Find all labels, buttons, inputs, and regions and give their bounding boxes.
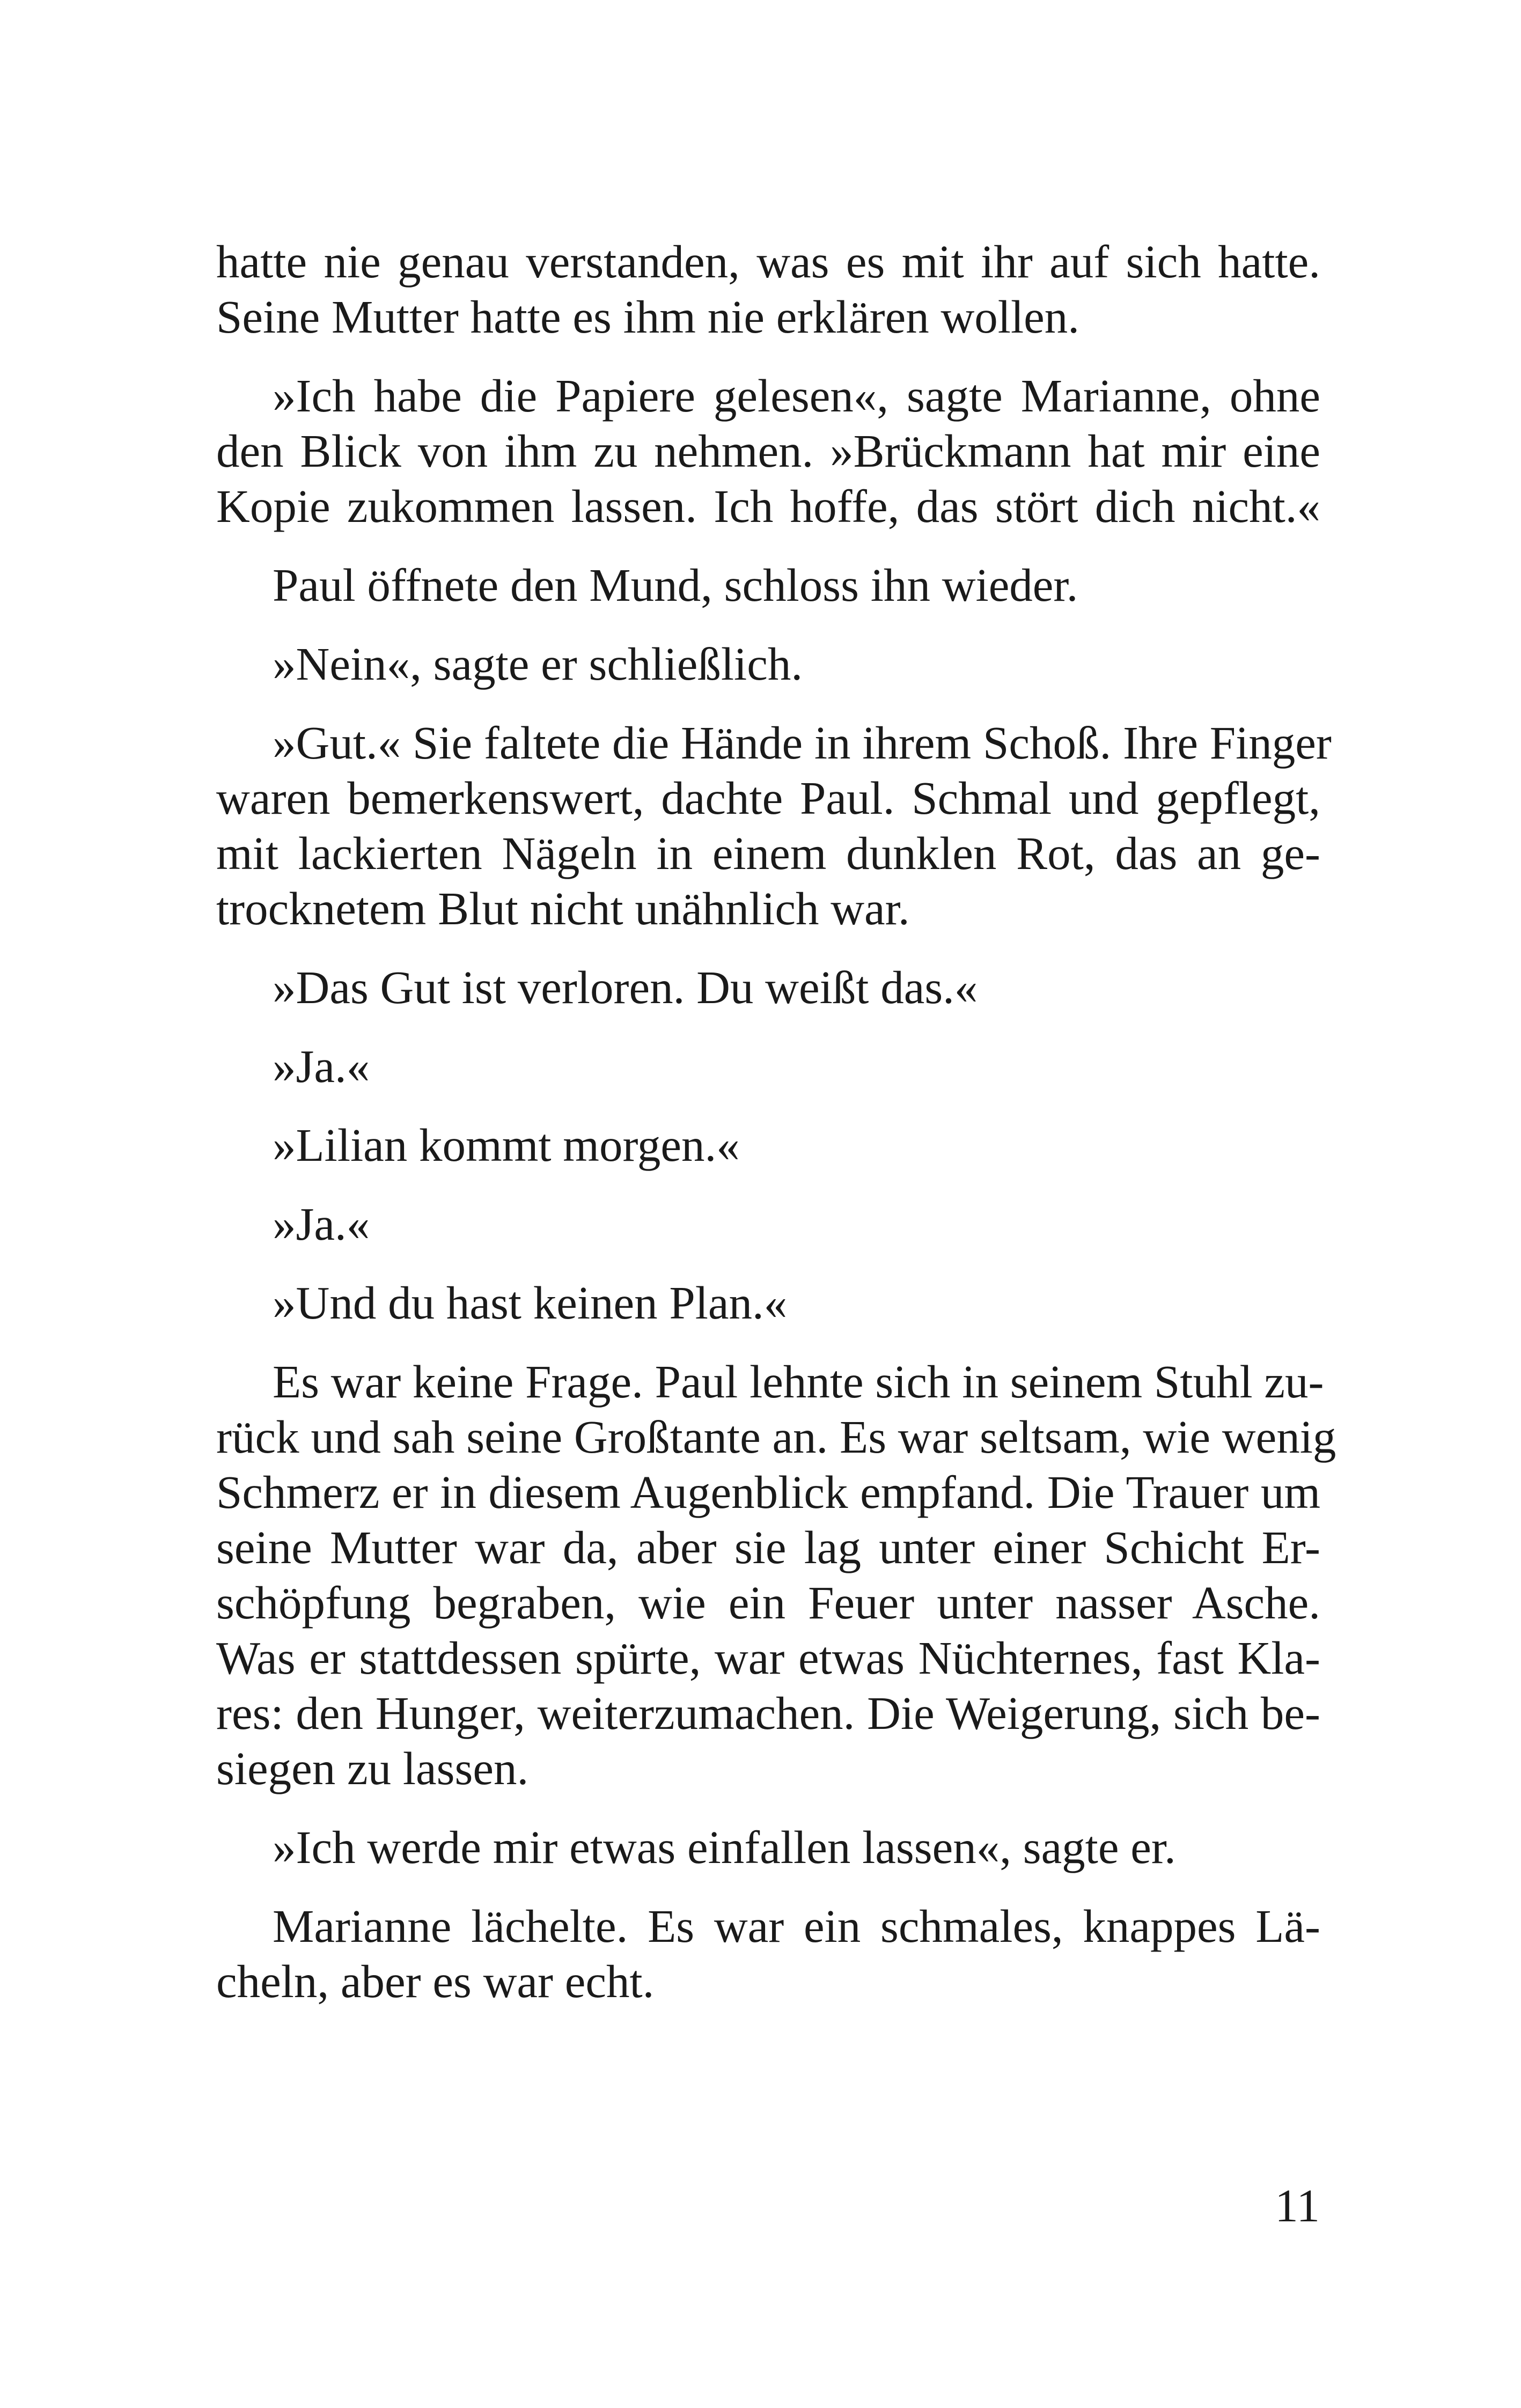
text-line: Schmerz er in diesem Augenblick empfand. Die Trauer um	[216, 1466, 1320, 1518]
text-line: »Ja.«	[273, 1040, 370, 1092]
paragraph-7	[216, 1039, 1320, 1094]
text-line: Was er stattdessen spürte, war etwas Nüchternes, fast Kla-	[216, 1632, 1320, 1684]
text-line: mit lackierten Nägeln in einem dunklen Rot, das an ge-	[216, 827, 1320, 879]
paragraph-11	[216, 1354, 1336, 1796]
paragraph-2	[216, 368, 1320, 534]
text-line: seine Mutter war da, aber sie lag unter einer Schicht Er-	[216, 1521, 1320, 1573]
paragraph-8	[216, 1117, 1320, 1173]
paragraph-10	[216, 1275, 1320, 1330]
book-page-text	[216, 234, 1336, 2033]
paragraph-12	[216, 1820, 1320, 1875]
paragraph-13	[216, 1898, 1320, 2009]
text-line: »Das Gut ist verloren. Du weißt das.«	[273, 961, 978, 1013]
text-line: res: den Hunger, weiterzumachen. Die Weigerung, sich be-	[216, 1687, 1320, 1739]
text-line: siegen zu lassen.	[216, 1742, 529, 1794]
text-line: Seine Mutter hatte es ihm nie erklären wollen.	[216, 291, 1079, 343]
text-line: »Lilian kommt morgen.«	[273, 1119, 740, 1171]
text-line: »Nein«, sagte er schließlich.	[273, 638, 803, 690]
text-line: »Gut.« Sie faltete die Hände in ihrem Schoß. Ihre Finger	[273, 717, 1332, 769]
page-number: 11	[1275, 2179, 1320, 2232]
text-line: »Ich habe die Papiere gelesen«, sagte Marianne, ohne	[273, 370, 1320, 422]
paragraph-4	[216, 636, 1320, 691]
text-line: trocknetem Blut nicht unähnlich war.	[216, 882, 910, 934]
text-line: hatte nie genau verstanden, was es mit ihr auf sich hatte.	[216, 235, 1320, 288]
paragraph-9	[216, 1196, 1320, 1251]
text-line: den Blick von ihm zu nehmen. »Brückmann hat mir eine	[216, 425, 1320, 477]
text-line: Es war keine Frage. Paul lehnte sich in seinem Stuhl zu-	[273, 1356, 1324, 1408]
text-line: Marianne lächelte. Es war ein schmales, knappes Lä-	[273, 1900, 1320, 1952]
text-line: Paul öffnete den Mund, schloss ihn wieder.	[273, 559, 1078, 611]
text-line: Kopie zukommen lassen. Ich hoffe, das stört dich nicht.«	[216, 480, 1320, 532]
text-line: cheln, aber es war echt.	[216, 1955, 655, 2007]
text-line: »Und du hast keinen Plan.«	[273, 1277, 788, 1329]
paragraph-3	[216, 557, 1320, 613]
paragraph-6	[216, 960, 1320, 1015]
text-line: »Ja.«	[273, 1198, 370, 1250]
text-line: schöpfung begraben, wie ein Feuer unter nasser Asche.	[216, 1577, 1320, 1629]
text-line: waren bemerkenswert, dachte Paul. Schmal und gepflegt,	[216, 772, 1320, 824]
text-line: rück und sah seine Großtante an. Es war seltsam, wie wenig	[216, 1411, 1336, 1463]
paragraph-5	[216, 715, 1332, 936]
text-line: »Ich werde mir etwas einfallen lassen«, sagte er.	[273, 1821, 1176, 1873]
paragraph-1	[216, 234, 1320, 344]
